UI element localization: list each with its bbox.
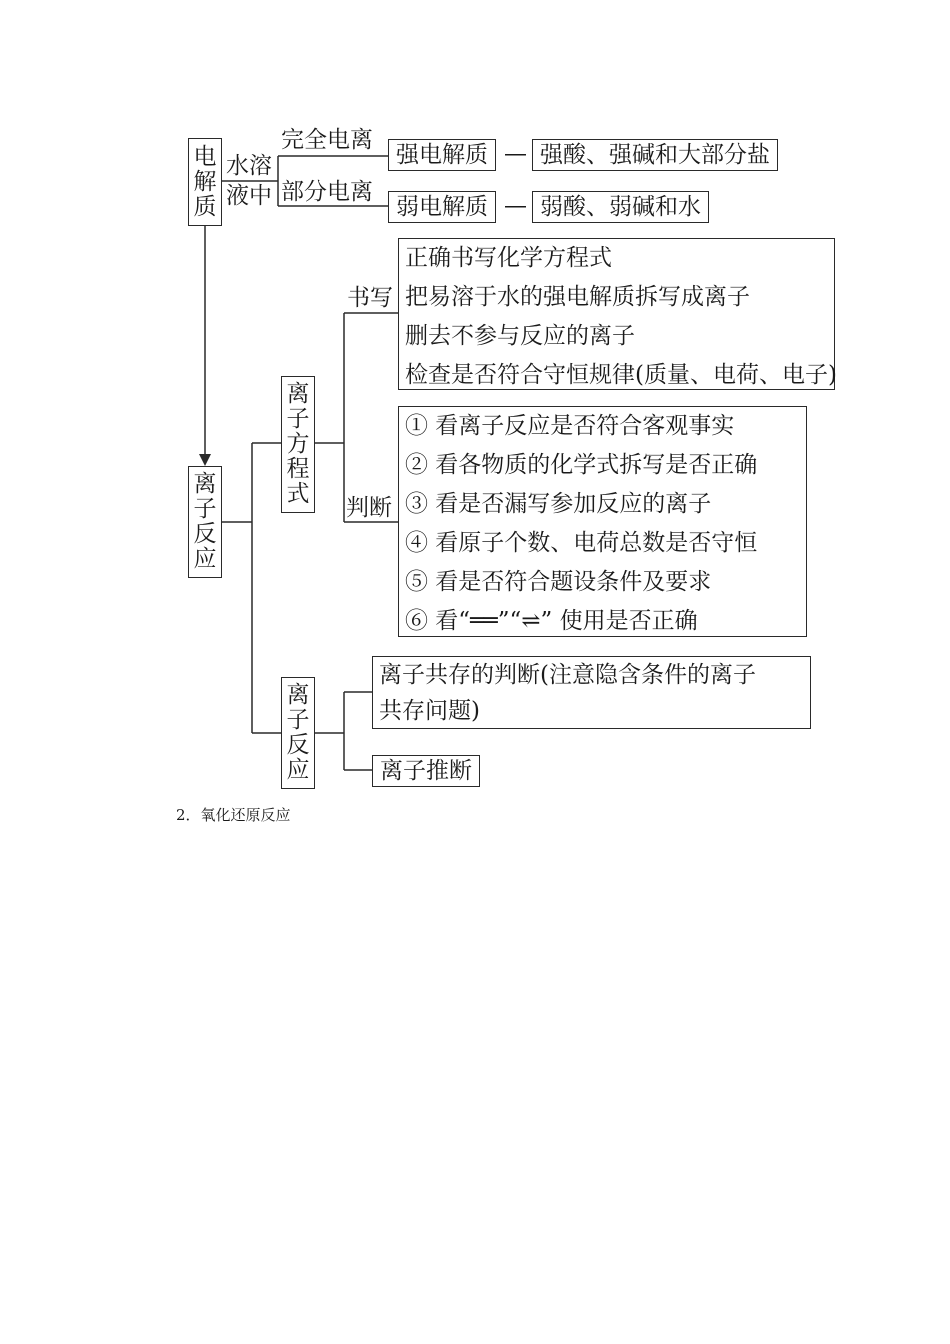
full-ionization-label: 完全电离 (281, 127, 373, 153)
strong-examples-box: 强酸、强碱和大部分盐 (532, 139, 778, 171)
ionic-reaction-root-box (188, 466, 222, 578)
partial-ionization-label: 部分电离 (281, 179, 373, 205)
dash-strong: — (504, 141, 527, 167)
judging-point: ⑤ 看是否符合题设条件及要求 (405, 569, 712, 595)
strong-electrolyte-box: 强电解质 (388, 139, 496, 171)
condition-line-2: 液中 (226, 183, 272, 209)
ionic-equation-char: 子 (286, 406, 310, 432)
judging-point: ① 看离子反应是否符合客观事实 (405, 413, 735, 439)
coexistence-line: 离子共存的判断(注意隐含条件的离子 (379, 662, 756, 688)
writing-steps-box (398, 238, 835, 390)
ionic-reaction-sub-char: 子 (286, 707, 310, 733)
electrolyte-char: 电 (193, 143, 217, 170)
writing-step: 把易溶于水的强电解质拆写成离子 (405, 284, 750, 310)
ionic-equation-char: 方 (286, 431, 310, 457)
judging-point: ④ 看原子个数、电荷总数是否守恒 (405, 530, 758, 556)
dash-weak: — (504, 193, 527, 219)
section-caption: 2．氧化还原反应 (176, 806, 291, 824)
ion-coexistence-box (372, 656, 811, 729)
ionic-equation-char: 离 (286, 381, 310, 407)
judging-point: ③ 看是否漏写参加反应的离子 (405, 491, 712, 517)
weak-electrolyte-box: 弱电解质 (388, 191, 496, 223)
ionic-reaction-char: 反 (193, 521, 217, 547)
electrolyte-char: 质 (193, 193, 217, 220)
ionic-equation-char: 式 (286, 481, 310, 507)
electrolyte-root-box (188, 138, 222, 226)
electrolyte-char: 解 (193, 168, 217, 195)
ion-inference-box: 离子推断 (372, 755, 480, 787)
ionic-reaction-char: 子 (193, 496, 217, 522)
writing-step: 检查是否符合守恒规律(质量、电荷、电子) (405, 362, 837, 388)
coexistence-line: 共存问题) (379, 698, 480, 724)
judging-point: ② 看各物质的化学式拆写是否正确 (405, 452, 758, 478)
judging-points-box (398, 406, 807, 637)
writing-label: 书写 (347, 285, 393, 311)
writing-step: 删去不参与反应的离子 (405, 323, 635, 349)
condition-line-1: 水溶 (226, 153, 272, 179)
ionic-reaction-sub-char: 反 (286, 732, 310, 758)
ionic-reaction-char: 应 (193, 546, 217, 572)
ionic-equation-box (281, 376, 315, 513)
arrow-head (199, 454, 211, 466)
ionic-reaction-char: 离 (193, 471, 217, 497)
judging-label: 判断 (346, 495, 392, 521)
weak-examples-box: 弱酸、弱碱和水 (532, 191, 709, 223)
ionic-reaction-sub-char: 应 (286, 757, 310, 783)
ionic-equation-char: 程 (286, 456, 310, 482)
judging-point: ⑥ 看“══”“⇌” 使用是否正确 (405, 608, 698, 634)
writing-step: 正确书写化学方程式 (405, 245, 612, 271)
ionic-reaction-sub-box (281, 677, 315, 789)
ionic-reaction-sub-char: 离 (286, 682, 310, 708)
